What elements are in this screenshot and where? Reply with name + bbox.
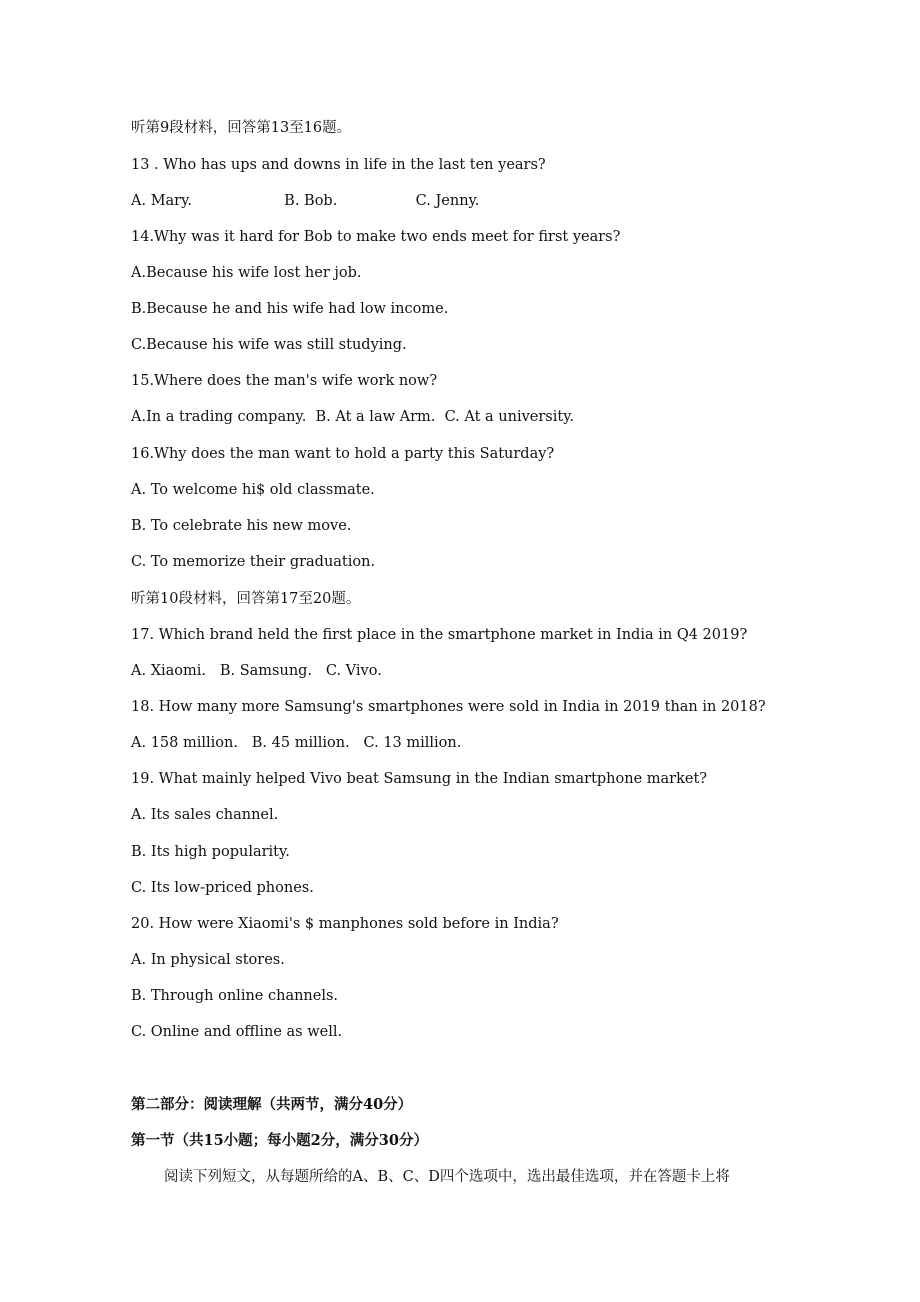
question-20-option-b: B. Through online channels. bbox=[131, 988, 339, 1004]
question-18-options: A. 158 million. B. 45 million. C. 13 million. bbox=[131, 735, 462, 751]
question-13: 13 . Who has ups and downs in life in the last ten years? bbox=[131, 157, 546, 173]
question-18: 18. How many more Samsung's smartphones were sold in India in 2019 than in 2018? bbox=[131, 699, 766, 715]
question-15-options: A.In a trading company. B. At a law Arm. C. At a university. bbox=[131, 409, 575, 425]
instructions-text: 阅读下列短文，从每题所给的A、B、C、D四个选项中，选出最佳选项，并在答题卡上将 bbox=[164, 1169, 730, 1185]
subsection-title: 第一节（共15小题；每小题2分，满分30分） bbox=[131, 1132, 428, 1149]
question-17: 17. Which brand held the first place in the smartphone market in India in Q4 2019? bbox=[131, 627, 748, 643]
section-header-9: 听第9段材料，回答第13至16题。 bbox=[131, 120, 352, 136]
question-16-option-b: B. To celebrate his new move. bbox=[131, 518, 352, 534]
question-14: 14.Why was it hard for Bob to make two ends meet for first years? bbox=[131, 229, 621, 245]
question-19: 19. What mainly helped Vivo beat Samsung in the Indian smartphone market? bbox=[131, 771, 708, 787]
question-19-option-a: A. Its sales channel. bbox=[131, 807, 279, 823]
question-13-options: A. Mary. B. Bob. C. Jenny. bbox=[131, 193, 480, 209]
question-20-option-c: C. Online and offline as well. bbox=[131, 1024, 343, 1040]
question-16: 16.Why does the man want to hold a party this Saturday? bbox=[131, 446, 555, 462]
question-20: 20. How were Xiaomi's $ manphones sold before in India? bbox=[131, 916, 559, 932]
part-title: 第二部分：阅读理解（共两节，满分40分） bbox=[131, 1096, 413, 1113]
question-14-option-b: B.Because he and his wife had low income. bbox=[131, 301, 449, 317]
question-19-option-b: B. Its high popularity. bbox=[131, 844, 290, 860]
question-14-option-c: C.Because his wife was still studying. bbox=[131, 337, 407, 353]
question-20-option-a: A. In physical stores. bbox=[131, 952, 285, 968]
question-15: 15.Where does the man's wife work now? bbox=[131, 373, 438, 389]
question-17-options: A. Xiaomi. B. Samsung. C. Vivo. bbox=[131, 663, 382, 679]
question-19-option-c: C. Its low-priced phones. bbox=[131, 880, 314, 896]
question-14-option-a: A.Because his wife lost her job. bbox=[131, 265, 362, 281]
question-16-option-a: A. To welcome hi$ old classmate. bbox=[131, 482, 375, 498]
section-header-10: 听第10段材料，回答第17至20题。 bbox=[131, 591, 361, 607]
question-16-option-c: C. To memorize their graduation. bbox=[131, 554, 376, 570]
